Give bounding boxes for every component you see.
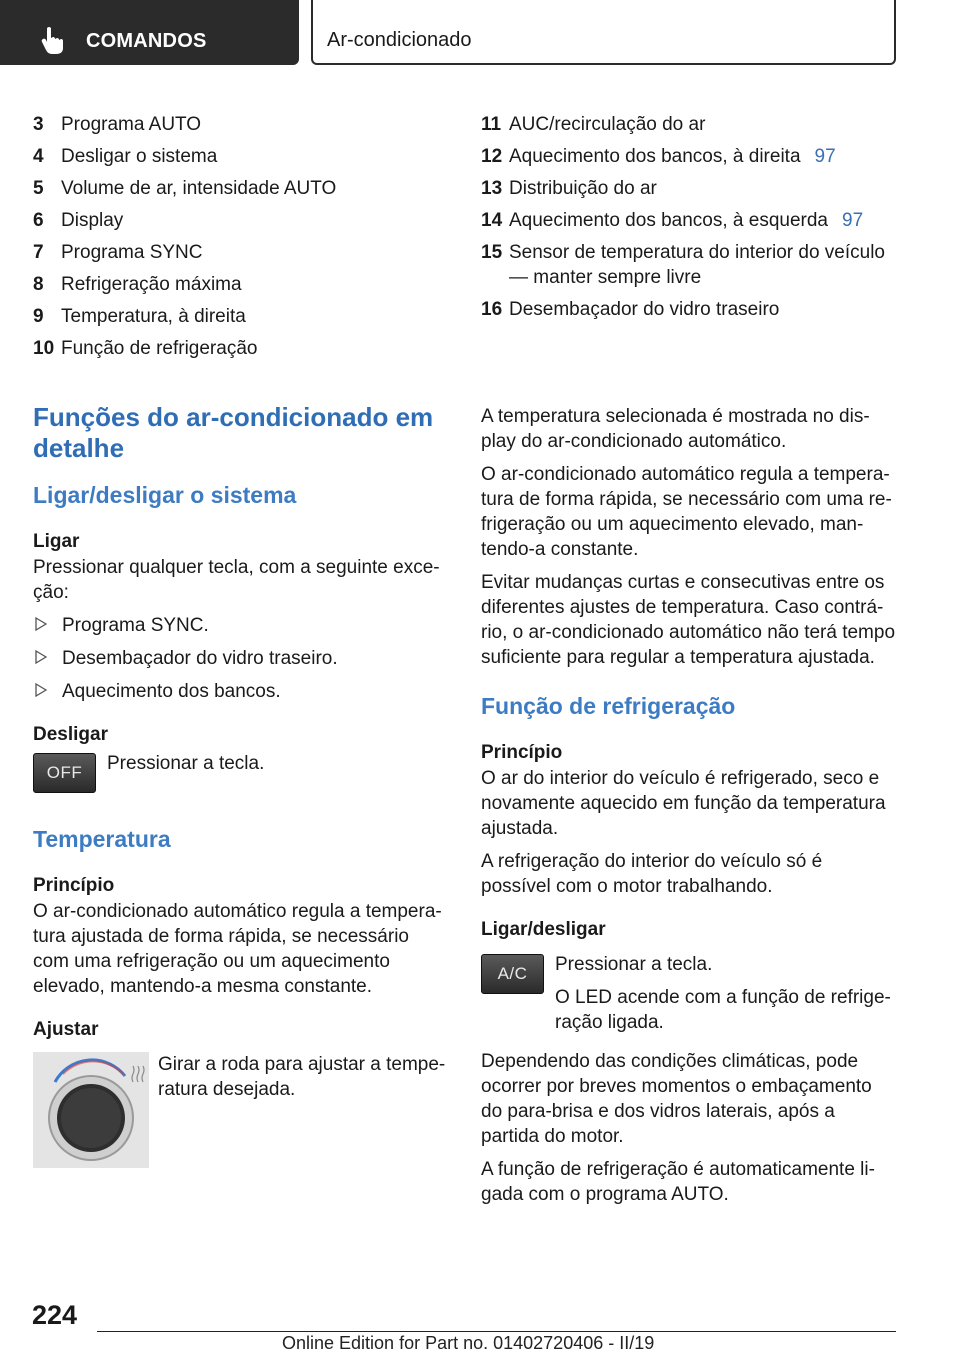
- list-item: 12 Aquecimento dos bancos, à direita 97: [481, 146, 836, 167]
- left-column: [33, 402, 449, 1170]
- right-column: [481, 404, 897, 1215]
- paragraph: A refrigeração do interior do veículo só é possível com o motor trabalhando.: [481, 851, 823, 897]
- chapter-tab: [311, 0, 896, 65]
- ligar-exceptions: [33, 613, 449, 704]
- list-item: 4 Desligar o sistema: [33, 146, 218, 167]
- onoff-heading: Ligar/desligar o sistema: [33, 482, 297, 508]
- edition-note: Online Edition for Part no. 01402720406 - II/19: [282, 1333, 655, 1353]
- temperature-knob-image: [33, 1052, 149, 1168]
- principio-heading: Princípio: [33, 875, 115, 896]
- ac-text: Pressionar a tecla.: [555, 954, 713, 975]
- ligar-text: Pressionar qualquer tecla, com a seguinte exce-ção:: [33, 557, 440, 603]
- list-item: 16 Desembaçador do vidro traseiro: [481, 299, 780, 320]
- legend-list-right: [481, 112, 901, 329]
- triangle-bullet-icon: [35, 650, 47, 664]
- ligar-heading: Ligar: [33, 531, 80, 552]
- chapter-title: Ar-condicionado: [327, 29, 472, 51]
- triangle-bullet-icon: [35, 617, 47, 631]
- page-link[interactable]: 97: [842, 210, 864, 231]
- list-item: 8 Refrigeração máxima: [33, 274, 242, 295]
- desligar-heading: Desligar: [33, 724, 108, 745]
- ac-led-text: O LED acende com a função de refrige-ração ligada.: [555, 987, 891, 1033]
- list-item: 14 Aquecimento dos bancos, à esquerda 97: [481, 210, 864, 231]
- desligar-text: Pressionar a tecla.: [107, 753, 265, 774]
- list-item: 5 Volume de ar, intensidade AUTO: [33, 178, 337, 199]
- section-tab: [0, 0, 299, 65]
- ajustar-heading: Ajustar: [33, 1019, 99, 1040]
- principio-text: O ar-condicionado automático regula a tempera-tura ajustada de forma rápida, se necessário com uma refrigeração ou um aquecimento elevado, mantendo-a mesma constante.: [33, 901, 442, 997]
- paragraph: O ar do interior do veículo é refrigerado, seco e novamente aquecido em função da temperatura ajustada.: [481, 768, 886, 839]
- footer-divider: [97, 1331, 896, 1332]
- refrigeracao-heading: Função de refrigeração: [481, 693, 736, 719]
- ac-key-row: [481, 952, 897, 1035]
- off-key-image: OFF: [33, 753, 96, 793]
- list-item: 13 Distribuição do ar: [481, 178, 657, 199]
- list-item: 3 Programa AUTO: [33, 114, 202, 135]
- paragraph: A função de refrigeração é automaticamente li-gada com o programa AUTO.: [481, 1159, 875, 1205]
- section-title: COMANDOS: [86, 30, 207, 52]
- triangle-bullet-icon: [35, 683, 47, 697]
- paragraph: O ar-condicionado automático regula a tempera-tura de forma rápida, se necessário com uma re-frigeração ou um aquecimento elevado, man-tendo-a constante.: [481, 464, 892, 560]
- list-item: Desembaçador do vidro traseiro.: [33, 646, 449, 671]
- ac-key-image: A/C: [481, 954, 544, 994]
- list-item: 9 Temperatura, à direita: [33, 306, 246, 327]
- page-number: 224: [32, 1300, 78, 1330]
- legend-list-left: [33, 112, 453, 368]
- off-key-row: [33, 751, 449, 797]
- ligar-desligar-heading: Ligar/desligar: [481, 919, 606, 940]
- page-link[interactable]: 97: [814, 146, 836, 167]
- hand-pointer-icon: [40, 26, 66, 54]
- list-item: Programa SYNC.: [33, 613, 449, 638]
- paragraph: Dependendo das condições climáticas, pode ocorrer por breves momentos o embaçamento do para-brisa e dos vidros laterais, após a partida do motor.: [481, 1051, 872, 1147]
- list-item: Aquecimento dos bancos.: [33, 679, 449, 704]
- knob-row: [33, 1052, 449, 1170]
- page-title: Funções do ar-condicionado em detalhe: [33, 402, 434, 463]
- ajustar-text: Girar a roda para ajustar a tempe-ratura desejada.: [158, 1054, 446, 1100]
- paragraph: Evitar mudanças curtas e consecutivas entre os diferentes ajustes de temperatura. Caso contrá-rio, o ar-condicionado automático não terá tempo suficiente para regular a temperatura ajustada.: [481, 572, 896, 668]
- list-item: 6 Display: [33, 210, 124, 231]
- list-item: 10 Função de refrigeração: [33, 338, 258, 359]
- principio-heading: Princípio: [481, 742, 563, 763]
- list-item: 7 Programa SYNC: [33, 242, 203, 263]
- temperatura-heading: Temperatura: [33, 826, 171, 852]
- list-item: 15 Sensor de temperatura do interior do veículo — manter sempre livre: [481, 242, 885, 288]
- paragraph: A temperatura selecionada é mostrada no dis-play do ar-condicionado automático.: [481, 406, 870, 452]
- list-item: 11 AUC/recirculação do ar: [481, 114, 706, 135]
